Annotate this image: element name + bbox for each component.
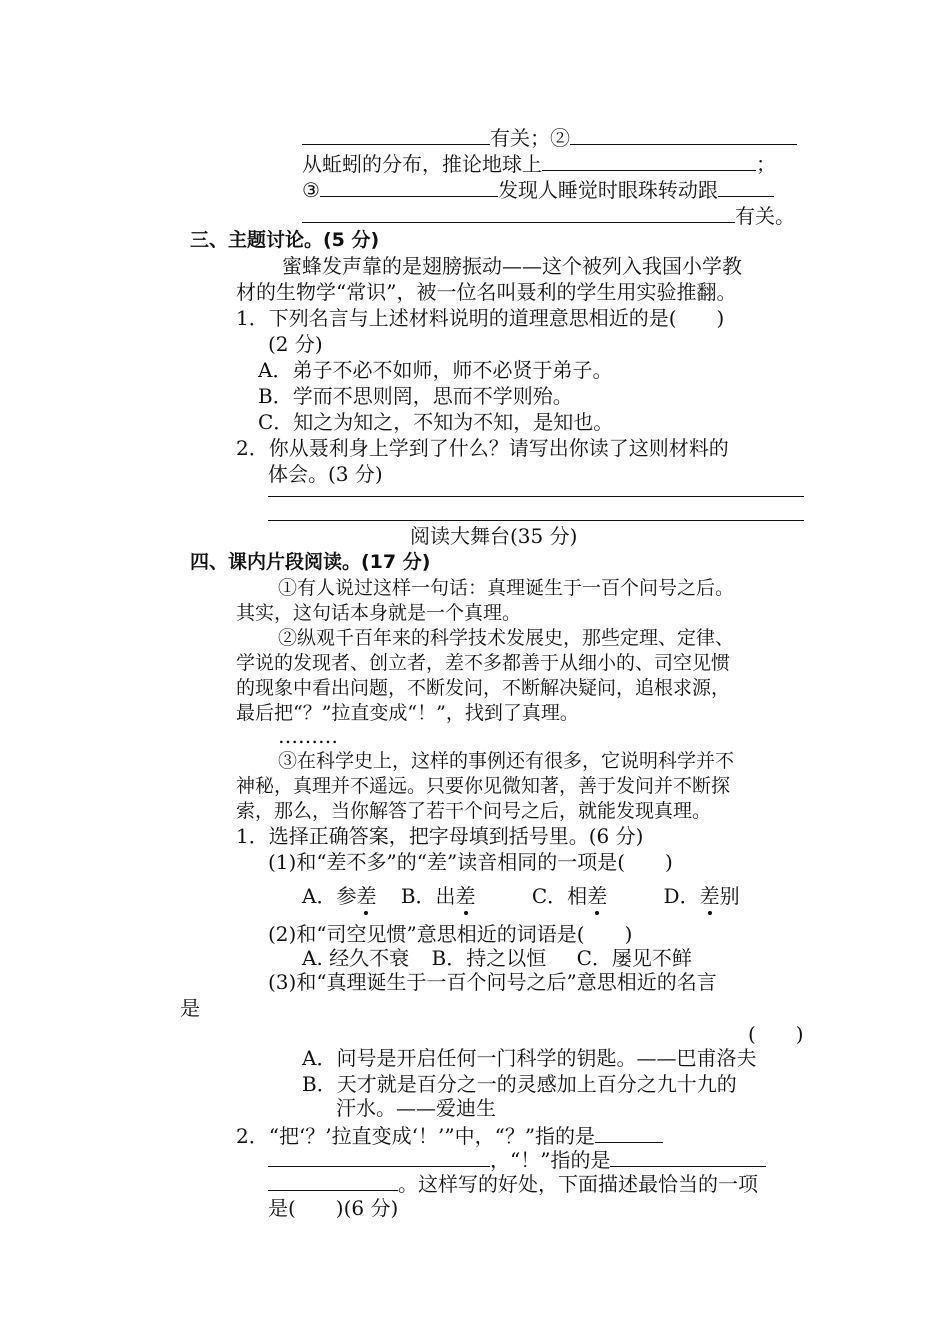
answer-line-1: 有关；② [302,124,797,150]
question-3-1-score: (2 分) [268,332,323,356]
question-4-2-line-4: 是( )(6 分) [268,1196,399,1220]
blank-8[interactable] [268,1146,490,1167]
section-3-heading: 三、主题讨论。(5 分) [190,229,380,251]
option-c[interactable]: C．知之为知之，不知为不知，是知也。 [258,410,614,434]
question-4-1: 1．选择正确答案，把字母填到括号里。(6 分) [236,824,644,848]
question-4-2-line-3: 。这样写的好处，下面描述最恰当的一项 [268,1170,758,1196]
passage-p1-line-1: ①有人说过这样一句话：真理诞生于一百个问号之后。 [278,577,735,599]
blank-1[interactable] [302,124,490,145]
option-2b[interactable]: B．持之以恒 [431,946,547,970]
blank-4[interactable] [320,176,498,197]
blank-5[interactable] [718,176,774,197]
answer-rule-1[interactable] [268,496,804,497]
option-2a[interactable]: A. 经久不衰 [302,946,410,970]
passage-ellipsis: ……… [278,724,338,748]
option-3b[interactable]: B．天才就是百分之一的灵感加上百分之九十九的 [302,1072,737,1096]
passage-p2-line-4: 最后把“？”拉直变成“！”，找到了真理。 [236,702,579,724]
blank-7[interactable] [595,1122,663,1143]
blank-2[interactable] [570,124,797,145]
passage-p2-line-2: 学说的发现者、创立者，差不多都善于从细小的、司空见惯 [236,652,731,674]
passage-p2-line-3: 的现象中看出问题，不断发问，不断解决疑问，追根求源， [236,677,731,699]
answer-line-2: 从蚯蚓的分布，推论地球上 ； [302,152,776,176]
option-1c[interactable]: C．相差 [531,884,608,908]
question-4-2-line-2: ，“！”指的是 [268,1146,766,1172]
option-2c[interactable]: C．屡见不鲜 [576,946,692,970]
option-1d[interactable]: D．差别 [663,884,740,908]
passage-p3-line-2: 神秘，真理并不遥远。只要你见微知著，善于发问并不断探 [236,775,731,797]
question-4-1-2-options [302,946,692,970]
blank-6[interactable] [302,202,735,223]
option-3b-line-2: 汗水。——爱迪生 [336,1096,496,1120]
passage-p3-line-3: 索，那么，当你解答了若干个问号之后，就能发现真理。 [236,800,712,822]
answer-line-3: ③ 发现人睡觉时眼珠转动跟 [302,176,774,202]
question-4-1-1-options [302,884,740,908]
option-3a[interactable]: A．问号是开启任何一门科学的钥匙。——巴甫洛夫 [302,1046,757,1070]
question-4-2: 2．“把‘？’拉直变成‘！’”中，“？”指的是 [236,1122,663,1148]
passage-p3-line-1: ③在科学史上，这样的事例还有很多，它说明科学并不 [278,750,735,772]
question-3-2: 2．你从聂利身上学到了什么？请写出你读了这则材料的 [236,436,729,460]
question-4-1-3-line-2: 是 [180,996,200,1020]
blank-10[interactable] [268,1170,398,1191]
question-4-1-3: (3)和“真理诞生于一百个问号之后”意思相近的名言 [268,970,717,994]
option-1b[interactable]: B．出差 [400,884,476,908]
blank-3[interactable] [542,150,756,171]
section-4-heading: 四、课内片段阅读。(17 分) [190,551,431,573]
answer-rule-2[interactable] [268,520,804,521]
passage-p1-line-2: 其实，这句话本身就是一个真理。 [236,602,522,624]
question-4-1-3-paren[interactable]: ( ) [748,1022,804,1046]
question-3-1: 1．下列名言与上述材料说明的道理意思相近的是( ) [236,306,725,330]
option-1a[interactable]: A．参差 [302,884,377,908]
stage-title: 阅读大舞台(35 分) [410,524,578,548]
answer-line-4: 有关。 [302,202,795,228]
section-3-para-line-1: 蜜蜂发声靠的是翅膀振动——这个被列入我国小学教 [282,254,742,278]
blank-9[interactable] [610,1146,766,1167]
option-b[interactable]: B．学而不思则罔，思而不学则殆。 [258,384,573,408]
passage-p2-line-1: ②纵观千百年来的科学技术发展史，那些定理、定律、 [278,627,735,649]
question-4-1-1: (1)和“差不多”的“差”读音相同的一项是( ) [268,850,673,874]
option-a[interactable]: A．弟子不必不如师，师不必贤于弟子。 [258,358,613,382]
section-3-para-line-2: 材的生物学“常识”，被一位名叫聂利的学生用实验推翻。 [236,280,737,304]
question-4-1-2: (2)和“司空见惯”意思相近的词语是( ) [268,922,633,946]
question-3-2-line-2: 体会。(3 分) [268,462,383,486]
